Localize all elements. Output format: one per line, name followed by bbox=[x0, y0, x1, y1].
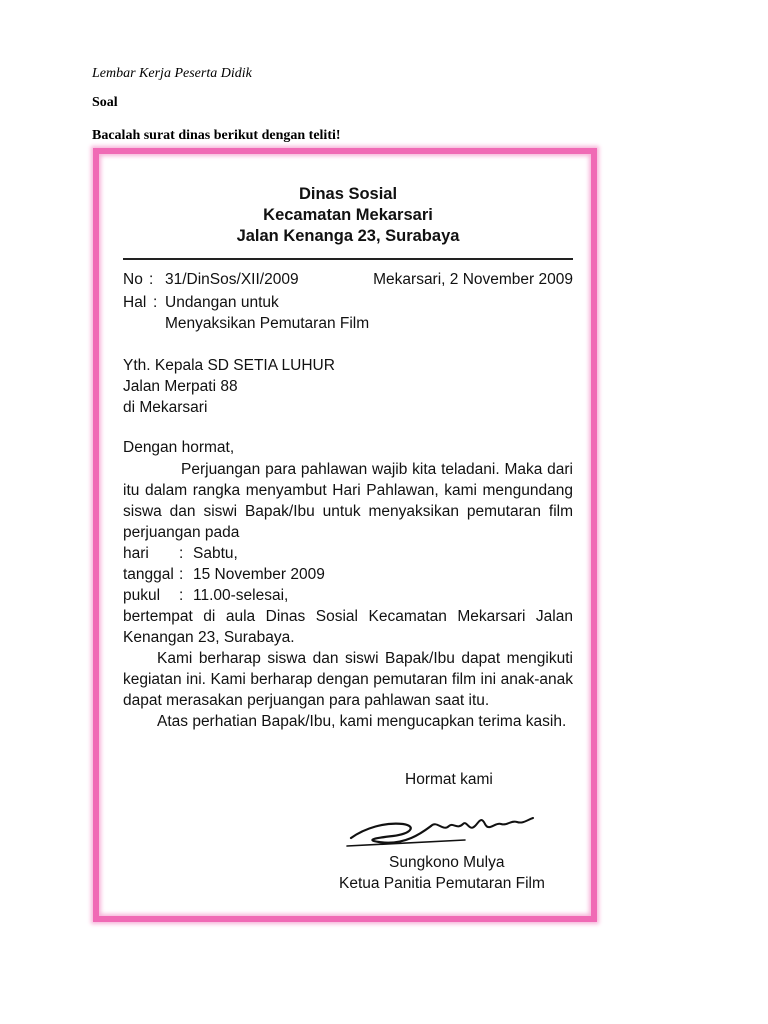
body-paragraph-1-text: Perjuangan para pahlawan wajib kita teladani. Maka dari itu dalam rangka menyambut Hari Pahlawan, kami mengundang siswa dan siswi Bapak/Ibu untuk menyaksikan pemutaran film perjuangan pada bbox=[123, 461, 573, 541]
recipient-line-2: Jalan Merpati 88 bbox=[123, 378, 238, 395]
letterhead-district: Kecamatan Mekarsari bbox=[263, 206, 433, 224]
detail-day-label: hari bbox=[123, 545, 149, 562]
letter-number-label: No bbox=[123, 271, 143, 288]
signer-title: Ketua Panitia Pemutaran Film bbox=[339, 875, 545, 892]
letter-subject-line1: Undangan untuk bbox=[165, 294, 279, 311]
letter-number: No : 31/DinSos/XII/2009 bbox=[123, 271, 299, 288]
detail-date-label: tanggal bbox=[123, 566, 174, 583]
body-paragraph-1-continued: bertempat di aula Dinas Sosial Kecamatan Mekarsari Jalan Kenangan 23, Surabaya. bbox=[123, 608, 573, 646]
letter-frame bbox=[93, 148, 597, 922]
detail-day: hari : Sabtu, bbox=[123, 545, 238, 562]
official-letter bbox=[123, 154, 573, 914]
body-paragraph-2-text: Kami berharap siswa dan siswi Bapak/Ibu dapat mengikuti kegiatan ini. Kami berharap dengan pemutaran film ini anak-anak dapat merasakan perjuangan para pahlawan saat itu. bbox=[123, 650, 573, 709]
detail-date: tanggal : 15 November 2009 bbox=[123, 566, 325, 583]
closing: Hormat kami bbox=[405, 771, 493, 788]
letterhead-address: Jalan Kenanga 23, Surabaya bbox=[236, 227, 460, 245]
signer-name: Sungkono Mulya bbox=[389, 854, 505, 871]
recipient-line-3: di Mekarsari bbox=[123, 399, 208, 416]
handwritten-signature bbox=[345, 802, 545, 854]
detail-time-label: pukul bbox=[123, 587, 161, 604]
recipient-line-1: Yth. Kepala SD SETIA LUHUR bbox=[123, 357, 335, 374]
letter-subject-label: Hal bbox=[123, 294, 147, 311]
detail-time: pukul : 11.00-selesai, bbox=[123, 587, 289, 604]
instruction-text: Bacalah surat dinas berikut dengan teliti! bbox=[92, 128, 341, 143]
salutation: Dengan hormat, bbox=[123, 439, 235, 456]
body-paragraph-2 bbox=[123, 648, 573, 711]
letter-place-date: Mekarsari, 2 November 2009 bbox=[373, 271, 573, 288]
detail-date-value: 15 November 2009 bbox=[193, 566, 325, 583]
letterhead-divider bbox=[123, 258, 573, 260]
detail-time-value: 11.00-selesai, bbox=[193, 587, 289, 604]
letter-subject-line2: Menyaksikan Pemutaran Film bbox=[165, 315, 370, 332]
letterhead bbox=[123, 184, 573, 247]
letter-number-value: 31/DinSos/XII/2009 bbox=[165, 271, 299, 288]
letter-subject: Hal : Undangan untuk bbox=[123, 294, 279, 311]
worksheet-title: Lembar Kerja Peserta Didik bbox=[92, 66, 252, 81]
body-paragraph-1 bbox=[123, 459, 573, 543]
letterhead-agency: Dinas Sosial bbox=[298, 185, 398, 203]
body-paragraph-3 bbox=[123, 711, 573, 732]
body-paragraph-3-text: Atas perhatian Bapak/Ibu, kami mengucapkan terima kasih. bbox=[157, 713, 567, 730]
section-label: Soal bbox=[92, 95, 118, 110]
detail-day-value: Sabtu, bbox=[193, 545, 238, 562]
